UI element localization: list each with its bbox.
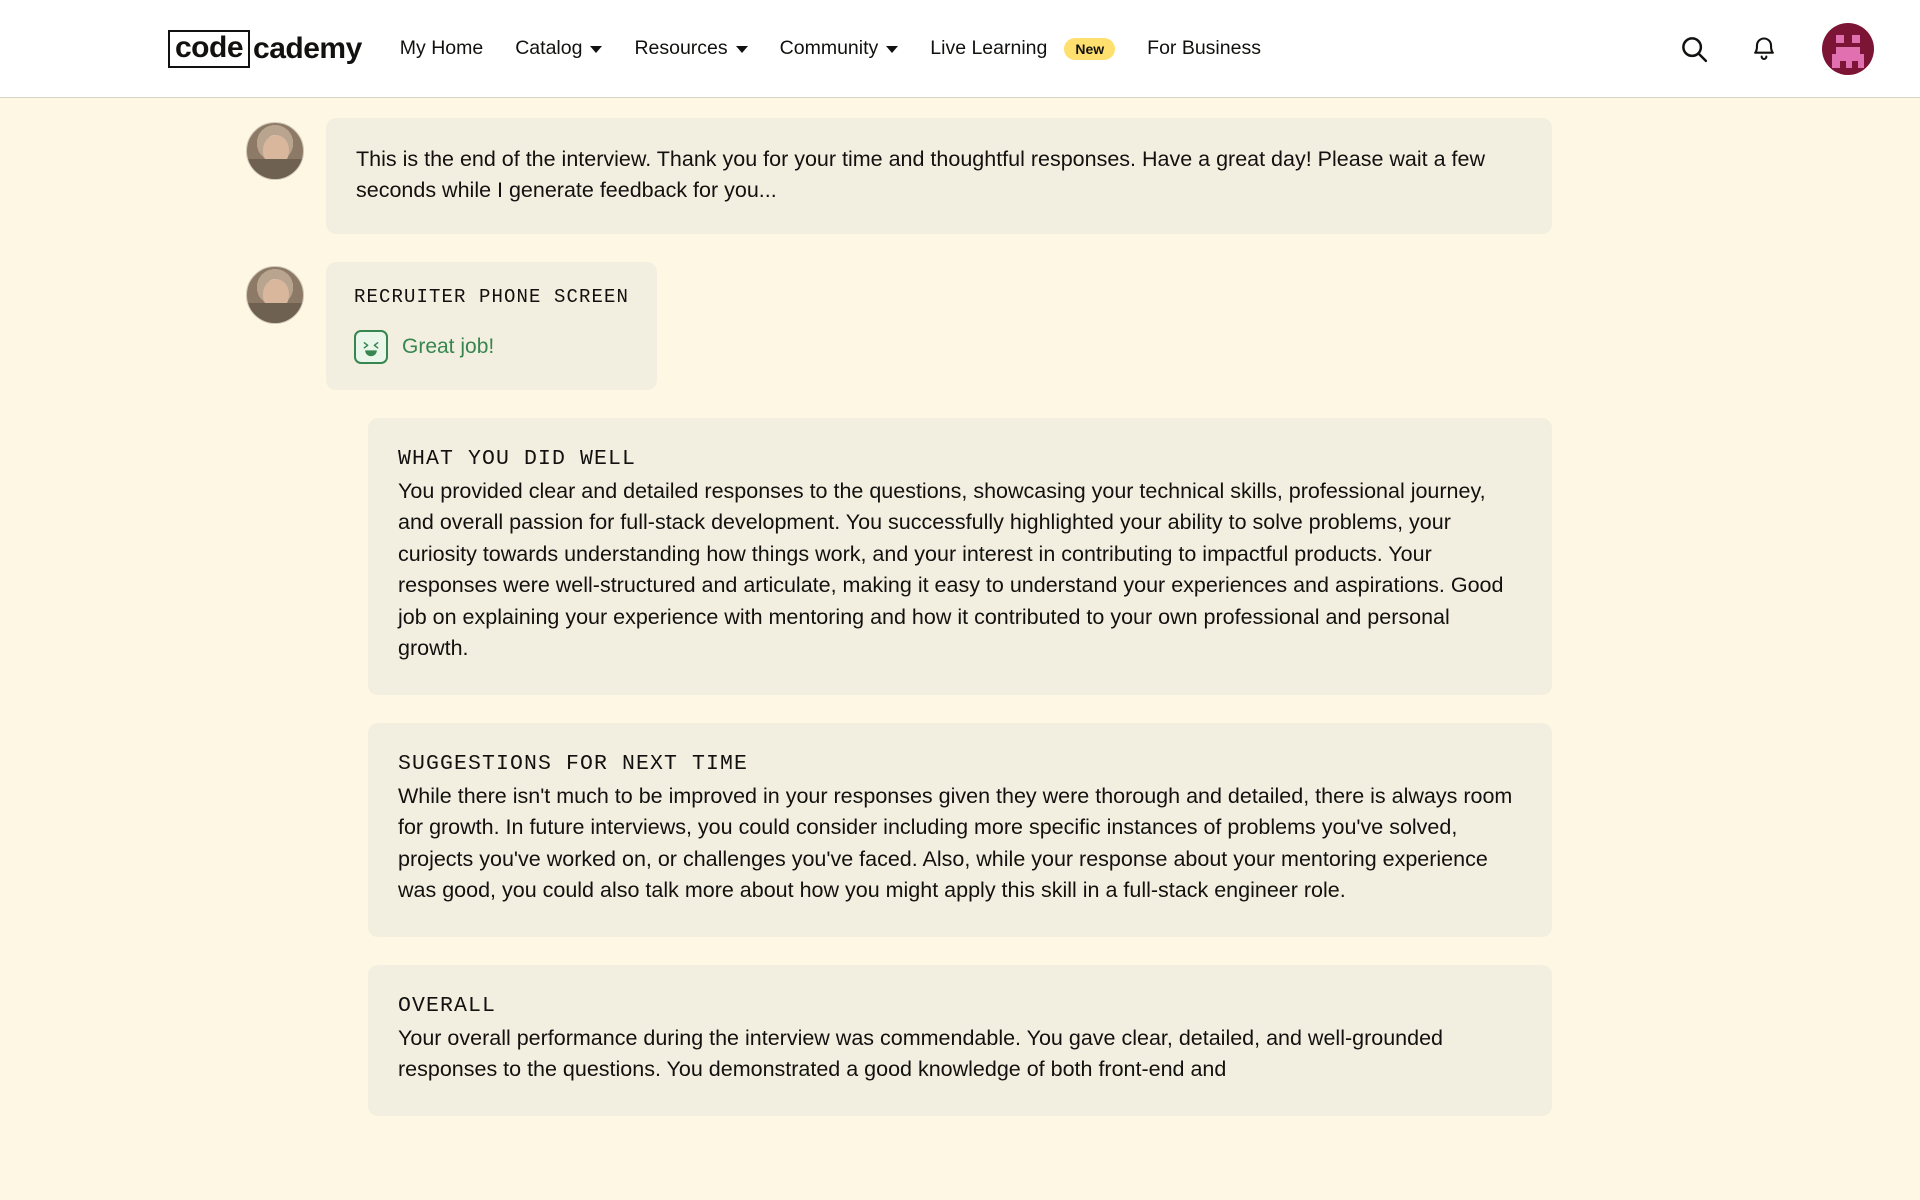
closing-message-text: This is the end of the interview. Thank you for your time and thoughtful responses. Have a great day! Please wait a few seconds while I generate feedback for you... [356, 147, 1485, 202]
feedback-section-overall [368, 965, 1552, 1116]
interviewer-avatar [246, 266, 304, 324]
bell-icon[interactable] [1744, 29, 1784, 69]
nav-item-for-business[interactable] [1131, 27, 1277, 70]
section-body: Your overall performance during the interview was commendable. You gave clear, detailed, and well-grounded responses to the questions. You demonstrated a good knowledge of both front-end and [398, 1025, 1443, 1082]
nav-label-community: Community [779, 37, 879, 59]
section-body: While there isn't much to be improved in your responses given they were thorough and detailed, there is always room for growth. In future interviews, you could consider including more specific instances of problems you've solved, projects you've worked on, or challenges you've faced. Also, while your response about your mentoring experience was good, you could also talk more about how you might apply this skill in a full-stack engineer role. [398, 783, 1513, 903]
message-row-closing [0, 118, 1920, 234]
search-icon[interactable] [1674, 29, 1714, 69]
chevron-down-icon [590, 46, 602, 53]
section-kicker: OVERALL [398, 994, 497, 1019]
nav-label-live-learning: Live Learning [930, 37, 1048, 59]
nav-item-resources[interactable] [618, 27, 763, 70]
feedback-section-what-you-did-well [368, 418, 1552, 695]
section-kicker: WHAT YOU DID WELL [398, 446, 637, 471]
nav-label-resources: Resources [634, 37, 728, 59]
grade-result-text: Great job! [402, 334, 495, 358]
chevron-down-icon [886, 46, 898, 53]
interview-feedback-main [0, 98, 1920, 1200]
logo-code-text: code [168, 30, 250, 68]
interviewer-avatar [246, 122, 304, 180]
grinning-star-eyes-icon [354, 330, 388, 364]
primary-nav [384, 27, 1277, 70]
nav-item-catalog[interactable] [499, 27, 618, 70]
nav-item-live-learning[interactable] [914, 27, 1131, 70]
new-badge: New [1064, 38, 1115, 60]
grade-card [326, 262, 657, 390]
grade-result-row [354, 330, 629, 364]
section-kicker: SUGGESTIONS FOR NEXT TIME [398, 752, 749, 777]
feedback-section-suggestions-for-next-time [368, 723, 1552, 937]
closing-message-bubble [326, 118, 1552, 234]
user-avatar[interactable] [1822, 23, 1874, 75]
nav-label-for-business: For Business [1147, 37, 1261, 59]
site-header [0, 0, 1920, 98]
section-body: You provided clear and detailed responses to the questions, showcasing your technical skills, professional journey, and overall passion for full-stack development. You successfully highlighted your ability to solve problems, your curiosity towards understanding how things work, and your interest in contributing to impactful products. Your responses were well-structured and articulate, making it easy to understand your experiences and aspirations. Good job on explaining your experience with mentoring and how it contributed to your own professional and personal growth. [398, 478, 1504, 661]
header-actions [1674, 23, 1874, 75]
nav-label-catalog: Catalog [515, 37, 583, 59]
nav-item-my-home[interactable] [384, 27, 499, 70]
grade-card-kicker: RECRUITER PHONE SCREEN [354, 285, 630, 308]
nav-label-my-home: My Home [399, 37, 484, 59]
message-row-grade [0, 262, 1920, 390]
chevron-down-icon [736, 46, 748, 53]
nav-item-community[interactable] [764, 27, 915, 70]
logo-cademy-text: cademy [253, 31, 362, 65]
codecademy-logo[interactable] [168, 30, 362, 68]
